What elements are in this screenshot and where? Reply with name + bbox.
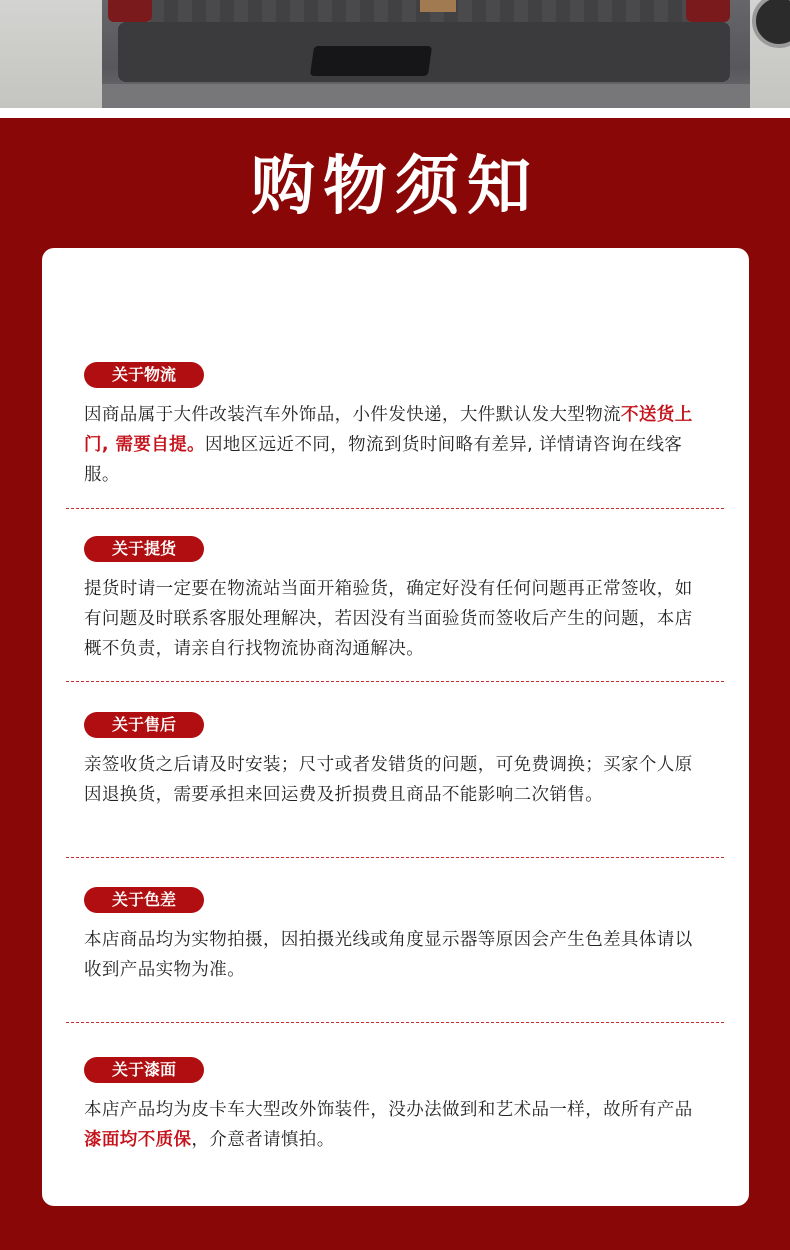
tail-lamp-right — [686, 0, 730, 22]
section-text-after-sales: 亲签收货之后请及时安装；尺寸或者发错货的问题，可免费调换；买家个人原因退换货，需要承担来回运费及折损费且商品不能影响二次销售。 — [84, 755, 693, 805]
section-text-color-difference: 本店商品均为实物拍摄，因拍摄光线或角度显示器等原因会产生色差具体请以收到产品实物为准。 — [84, 930, 693, 980]
section-text-paint: 本店产品均为皮卡车大型改外饰装件，没办法做到和艺术品一样，故所有产品漆面均不质保，介意者请慎拍。 — [84, 1100, 693, 1150]
rear-bumper — [102, 84, 750, 108]
product-photo — [0, 0, 790, 108]
section-text-pickup: 提货时请一定要在物流站当面开箱验货，确定好没有任何问题再正常签收，如有问题及时联系客服处理解决，若因没有当面验货而签收后产生的问题，本店概不负责，请亲自行找物流协商沟通解决。 — [84, 579, 693, 659]
section-tag-pickup: 关于提货 — [84, 536, 204, 562]
divider — [66, 1022, 724, 1023]
tool-case — [310, 46, 432, 76]
section-tag-after-sales: 关于售后 — [84, 712, 204, 738]
section-text-logistics: 因商品属于大件改装汽车外饰品，小件发快递，大件默认发大型物流不送货上门, 需要自提。因地区远近不同，物流到货时间略有差异, 详情请咨询在线客服。 — [84, 405, 693, 485]
white-band — [0, 108, 790, 118]
section-color-difference — [84, 887, 704, 985]
divider — [66, 681, 724, 682]
section-tag-logistics: 关于物流 — [84, 362, 204, 388]
section-pickup — [84, 536, 704, 664]
tail-lamp-left — [108, 0, 152, 22]
cardboard-box — [420, 0, 456, 12]
page-title: 购物须知 — [251, 150, 539, 224]
wheel — [752, 0, 790, 48]
section-after-sales — [84, 712, 704, 810]
highlight-no-delivery: 不送货上门, 需要自提。 — [84, 405, 693, 455]
section-tag-color-difference: 关于色差 — [84, 887, 204, 913]
section-logistics — [84, 362, 704, 490]
section-tag-paint: 关于漆面 — [84, 1057, 204, 1083]
divider — [66, 508, 724, 509]
section-paint — [84, 1057, 704, 1155]
highlight-no-paint-warranty: 漆面均不质保 — [84, 1130, 192, 1150]
notice-card — [42, 248, 749, 1206]
divider — [66, 857, 724, 858]
